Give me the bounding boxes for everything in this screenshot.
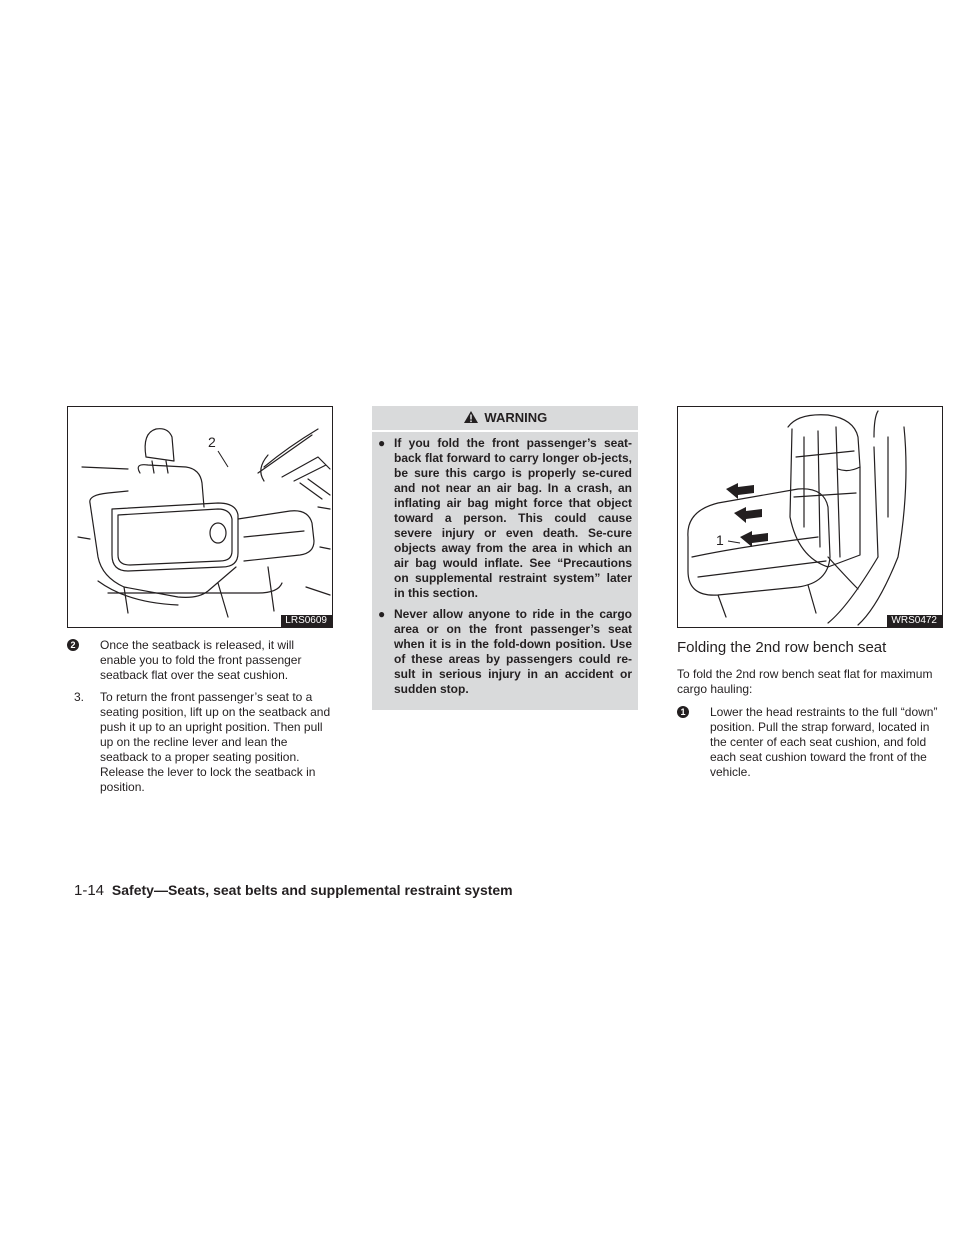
warning-item-text: If you fold the front passenger’s seat-back flat forward to carry longer ob-jects, be sure this cargo is properly se-cured and not near an air bag. In a crash, an inflating air bag might force that object toward a person. This could cause severe injury or even death. Se-cure objects away from the area in which an air bag would inflate. See “Precautions on supplemental restraint system” later in this section. [394,436,632,600]
warning-item-text: Never allow anyone to ride in the cargo area or on the front passenger’s seat when it is in the fold-down position. Use of these areas by passengers could re-sult in serious injury in an accident or sudden stop. [394,607,632,696]
figure-code-left: LRS0609 [281,615,332,627]
footer-section-title: Safety—Seats, seat belts and supplemental restraint system [111,882,513,898]
step-2 [67,638,333,683]
warning-item [377,436,632,601]
figure-rear-bench-seat [677,406,943,628]
figure-front-seat-folded [67,406,333,628]
step-1 [677,705,943,780]
seat-fold-illustration [68,407,332,627]
warning-list [372,432,638,697]
warning-title-text: WARNING [484,410,548,425]
bench-seat-illustration [678,407,942,627]
figure-code-right: WRS0472 [887,615,942,627]
column-left [67,406,333,795]
intro-text: To fold the 2nd row bench seat flat for maximum cargo hauling: [677,667,933,696]
step-2-text: Once the seatback is released, it will enable you to fold the front passenger seatback flat over the seat cushion. [100,638,302,682]
step-marker-1: 1 [677,706,689,718]
page-footer [74,881,513,900]
bullet-icon: ● [378,607,386,621]
step-marker-2: 2 [67,639,79,651]
warning-triangle-icon [463,410,479,424]
warning-box [372,406,638,710]
column-right [677,406,943,780]
section-heading: Folding the 2nd row bench seat [677,639,887,656]
figure-callout-2: 2 [208,434,216,450]
column-middle [372,406,638,710]
step-1-text: Lower the head restraints to the full “down” position. Pull the strap forward, located in the center of each seat cushion, and fold each seat cushion toward the front of the vehicle. [710,705,938,779]
page-number: 1-14 [74,882,105,899]
warning-title [372,406,638,432]
figure-callout-1: 1 [716,532,724,548]
warning-item [377,607,632,697]
step-3-text: To return the front passenger’s seat to a seating position, lift up on the seatback and push it up to an upright position. Then pull up on the recline lever and lean the seatback to a proper seating position. Release the lever to lock the seatback in position. [100,690,331,794]
bullet-icon: ● [378,436,386,450]
step-3-number: 3. [74,690,85,704]
step-3 [67,690,333,795]
